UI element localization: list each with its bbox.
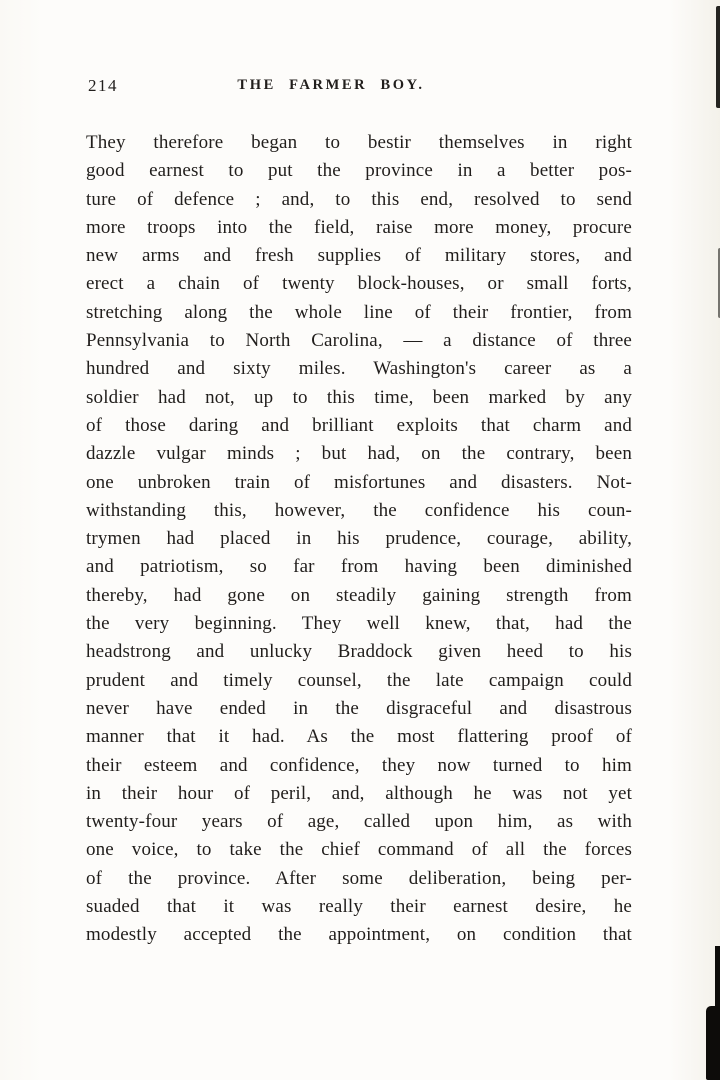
text-line: one unbroken train of misfortunes and disasters. Not-	[86, 471, 632, 493]
text-line: soldier had not, up to this time, been marked by any	[86, 386, 632, 408]
text-line: modestly accepted the appointment, on condition that	[86, 924, 632, 946]
text-line: more troops into the field, raise more money, procure	[86, 216, 632, 238]
text-line: in their hour of peril, and, although he was not yet	[86, 782, 632, 804]
text-line: dazzle vulgar minds ; but had, on the contrary, been	[86, 443, 632, 465]
text-line: of the province. After some deliberation, being per-	[86, 867, 632, 889]
text-line: stretching along the whole line of their frontier, from	[86, 301, 632, 323]
text-line: Pennsylvania to North Carolina, — a distance of three	[86, 330, 632, 352]
text-line: and patriotism, so far from having been diminished	[86, 556, 632, 578]
page-text-block	[86, 129, 632, 950]
text-line: suaded that it was really their earnest desire, he	[86, 896, 632, 918]
text-line: of those daring and brilliant exploits that charm and	[86, 414, 632, 436]
text-line: manner that it had. As the most flattering proof of	[86, 726, 632, 748]
text-line: the very beginning. They well knew, that, had the	[86, 613, 632, 635]
running-title: THE FARMER BOY.	[237, 77, 425, 93]
text-line: They therefore began to bestir themselves in right	[86, 132, 632, 153]
page-header	[86, 74, 632, 100]
text-line: withstanding this, however, the confidence his coun-	[86, 499, 632, 521]
text-line: twenty-four years of age, called upon him, as with	[86, 811, 632, 833]
text-line: never have ended in the disgraceful and disastrous	[86, 697, 632, 719]
text-line: prudent and timely counsel, the late campaign could	[86, 669, 632, 691]
text-line: good earnest to put the province in a better pos-	[86, 160, 632, 182]
scan-edge-artifact-top	[716, 6, 720, 108]
text-line: their esteem and confidence, they now turned to him	[86, 754, 632, 776]
text-line: thereby, had gone on steadily gaining strength from	[86, 584, 632, 606]
scan-edge-artifact-corner	[706, 1006, 720, 1080]
text-line: trymen had placed in his prudence, courage, ability,	[86, 528, 632, 550]
text-line: new arms and fresh supplies of military stores, and	[86, 245, 632, 267]
text-line: erect a chain of twenty block-houses, or small forts,	[86, 273, 632, 295]
text-line: ture of defence ; and, to this end, resolved to send	[86, 188, 632, 210]
text-line: headstrong and unlucky Braddock given heed to his	[86, 641, 632, 663]
text-line: hundred and sixty miles. Washington's career as a	[86, 358, 632, 380]
page-number: 214	[88, 76, 118, 95]
text-line: one voice, to take the chief command of all the forces	[86, 839, 632, 861]
